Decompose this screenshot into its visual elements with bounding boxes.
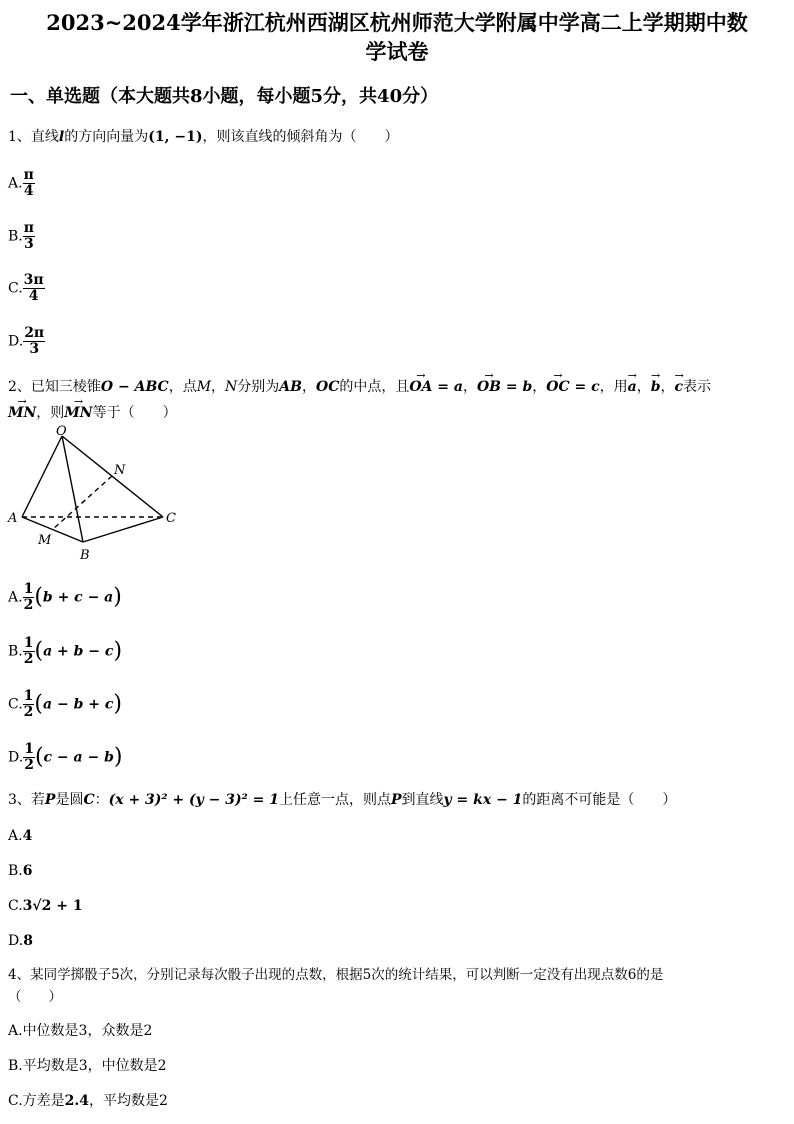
vector-expression: b + c − a xyxy=(42,589,114,606)
q1-suffix: ，则该直线的倾斜角为（ ） xyxy=(202,129,399,145)
option-value: 3√2 + 1 xyxy=(22,898,83,914)
numerator: 3π xyxy=(23,272,44,288)
paren: ) xyxy=(113,584,122,610)
q1-option-b[interactable] xyxy=(8,221,35,252)
option-label: B. xyxy=(8,1058,23,1074)
q2-text: ，用 xyxy=(599,379,628,395)
q2-text: ，则 xyxy=(36,405,65,421)
option-label: D. xyxy=(8,933,24,949)
paren: ) xyxy=(113,638,123,664)
q2-option-c[interactable] xyxy=(8,689,122,720)
q1-option-d[interactable] xyxy=(8,326,45,357)
numerator: π xyxy=(23,167,34,183)
q4-line-2: （ ） xyxy=(8,989,62,1005)
q2-point-m: M xyxy=(196,379,212,395)
paren: ) xyxy=(113,744,123,770)
q2-segment-ab: AB xyxy=(279,379,302,395)
denominator: 2 xyxy=(23,597,34,613)
vector-expression: a − b + c xyxy=(43,696,114,713)
title-line-1: 2023~2024学年浙江杭州西湖区杭州师范大学附属中学高二上学期期中数 xyxy=(46,10,748,35)
question-1 xyxy=(8,126,398,148)
option-label: B. xyxy=(8,863,23,879)
option-text: ，平均数是2 xyxy=(89,1093,168,1109)
q1-option-a[interactable] xyxy=(8,168,35,199)
q3-point-p: P xyxy=(44,792,56,808)
q2-text: ， xyxy=(211,379,226,395)
q2-eq-a: = a xyxy=(432,379,463,395)
paren: ) xyxy=(113,691,122,717)
q2-eq-c: = c xyxy=(569,379,600,395)
edge-oa xyxy=(22,436,62,517)
question-3 xyxy=(8,789,788,811)
question-2-line-2 xyxy=(8,402,177,424)
option-text: 平均数是3，中位数是2 xyxy=(22,1058,167,1074)
q3-circle-c: C xyxy=(83,792,95,808)
q2-point-n: N xyxy=(225,379,238,395)
edge-ab xyxy=(22,517,83,542)
q2-eq-b: = b xyxy=(501,379,533,395)
tetrahedron-figure xyxy=(6,424,192,564)
q3-option-c[interactable] xyxy=(8,896,83,916)
q3-point-p: P xyxy=(391,792,402,808)
q3-text: ： xyxy=(94,792,109,808)
paren: ( xyxy=(34,638,44,664)
question-4 xyxy=(8,964,790,1008)
label-n: N xyxy=(114,463,126,478)
numerator: 1 xyxy=(23,688,34,704)
edge-ob xyxy=(62,436,83,542)
q2-text: 的中点，且 xyxy=(339,379,410,395)
denominator: 4 xyxy=(23,183,34,199)
q2-tetrahedron: O − ABC xyxy=(100,379,169,395)
edge-oc xyxy=(62,436,163,517)
option-value: 2.4 xyxy=(64,1093,90,1109)
section-heading: 一、单选题（本大题共8小题，每小题5分，共40分） xyxy=(10,86,439,107)
label-o: O xyxy=(56,424,67,439)
q2-text: 表示 xyxy=(683,379,712,395)
numerator: 1 xyxy=(24,741,34,757)
fraction xyxy=(23,582,35,613)
q4-option-b[interactable] xyxy=(8,1056,167,1076)
q3-text: 的距离不可能是（ ） xyxy=(522,792,677,808)
fraction xyxy=(23,689,35,720)
q1-prefix: 1、直线 xyxy=(8,129,59,145)
q2-option-b[interactable] xyxy=(8,636,122,667)
fraction xyxy=(23,273,45,304)
vector-expression: c − a − b xyxy=(43,749,114,766)
q2-vector-mn: → MN xyxy=(64,402,92,424)
page-title xyxy=(0,8,794,66)
option-label: B. xyxy=(8,228,23,245)
q2-text: 分别为 xyxy=(237,379,280,395)
edge-bc xyxy=(83,517,163,542)
q1-mid: 的方向向量为 xyxy=(64,129,149,145)
option-label: A. xyxy=(8,175,23,192)
question-2 xyxy=(8,376,788,398)
q2-segment-oc: OC xyxy=(316,379,340,395)
option-label: A. xyxy=(8,1023,23,1039)
option-text: 方差是 xyxy=(22,1093,65,1109)
q3-option-b[interactable] xyxy=(8,861,33,881)
q1-direction-vector: (1, −1) xyxy=(148,129,203,145)
q2-option-d[interactable] xyxy=(8,742,122,773)
q2-vector-oa: → OA xyxy=(409,376,432,398)
q3-option-d[interactable] xyxy=(8,931,33,951)
vector-expression: a + b − c xyxy=(43,643,114,660)
q4-option-a[interactable] xyxy=(8,1021,152,1041)
q2-vector-a: → a xyxy=(628,376,637,398)
q3-text: 到直线 xyxy=(401,792,444,808)
numerator: π xyxy=(23,220,34,236)
denominator: 3 xyxy=(24,236,34,252)
option-value: 6 xyxy=(22,863,33,879)
fraction xyxy=(23,636,35,667)
option-label: C. xyxy=(8,696,23,713)
fraction xyxy=(23,742,35,773)
q2-vector-c: → c xyxy=(675,376,684,398)
q2-vector-oc: → OC xyxy=(546,376,569,398)
option-text: 中位数是3，众数是2 xyxy=(22,1023,153,1039)
q3-text: 3、若 xyxy=(8,792,45,808)
q3-text: 是圆 xyxy=(55,792,84,808)
q2-text: ， xyxy=(660,379,675,395)
q2-vector-ob: → OB xyxy=(477,376,501,398)
q2-text: ， xyxy=(462,379,477,395)
q3-option-a[interactable] xyxy=(8,826,32,846)
q2-text: ，点 xyxy=(168,379,197,395)
option-label: D. xyxy=(8,749,24,766)
label-a: A xyxy=(8,511,18,526)
denominator: 2 xyxy=(24,757,34,773)
option-label: A. xyxy=(8,589,23,606)
option-label: D. xyxy=(8,333,24,350)
q3-text: 上任意一点，则点 xyxy=(279,792,391,808)
option-value: 8 xyxy=(23,933,33,949)
q2-text: 2、已知三棱锥 xyxy=(8,379,101,395)
label-m: M xyxy=(38,533,52,548)
q1-line-l: l xyxy=(58,129,65,145)
q2-text: ， xyxy=(636,379,651,395)
option-value: 4 xyxy=(22,828,33,844)
q1-option-c[interactable] xyxy=(8,273,45,304)
option-label: C. xyxy=(8,898,23,914)
numerator: 1 xyxy=(23,635,34,651)
paren: ( xyxy=(34,584,43,610)
q2-vector-mn: → MN xyxy=(8,402,36,424)
paren: ( xyxy=(34,744,44,770)
q4-line-1: 4、某同学掷骰子5次，分别记录每次骰子出现的点数，根据5次的统计结果，可以判断一定没有出现点数6的是 xyxy=(8,967,664,983)
q2-option-a[interactable] xyxy=(8,582,122,613)
q2-text: ， xyxy=(532,379,547,395)
q4-option-c[interactable] xyxy=(8,1091,168,1111)
q3-circle-equation: (x + 3)² + (y − 3)² = 1 xyxy=(108,792,279,808)
denominator: 3 xyxy=(29,341,40,357)
label-c: C xyxy=(166,511,176,526)
paren: ( xyxy=(34,691,44,717)
fraction xyxy=(23,168,35,199)
fraction xyxy=(23,221,35,252)
q3-line-equation: y = kx − 1 xyxy=(443,792,523,808)
q2-vector-b: → b xyxy=(651,376,661,398)
numerator: 2π xyxy=(24,325,45,341)
denominator: 2 xyxy=(23,704,34,720)
option-label: A. xyxy=(8,828,23,844)
denominator: 2 xyxy=(23,651,34,667)
option-label: C. xyxy=(8,1093,23,1109)
label-b: B xyxy=(80,548,90,563)
title-line-2: 学试卷 xyxy=(365,39,429,64)
segment-mn-hidden xyxy=(52,476,112,530)
option-label: C. xyxy=(8,280,23,297)
option-label: B. xyxy=(8,643,23,660)
numerator: 1 xyxy=(23,581,34,597)
denominator: 4 xyxy=(28,288,39,304)
q2-text: ， xyxy=(302,379,316,395)
fraction xyxy=(23,326,45,357)
q2-text: 等于（ ） xyxy=(92,405,177,421)
